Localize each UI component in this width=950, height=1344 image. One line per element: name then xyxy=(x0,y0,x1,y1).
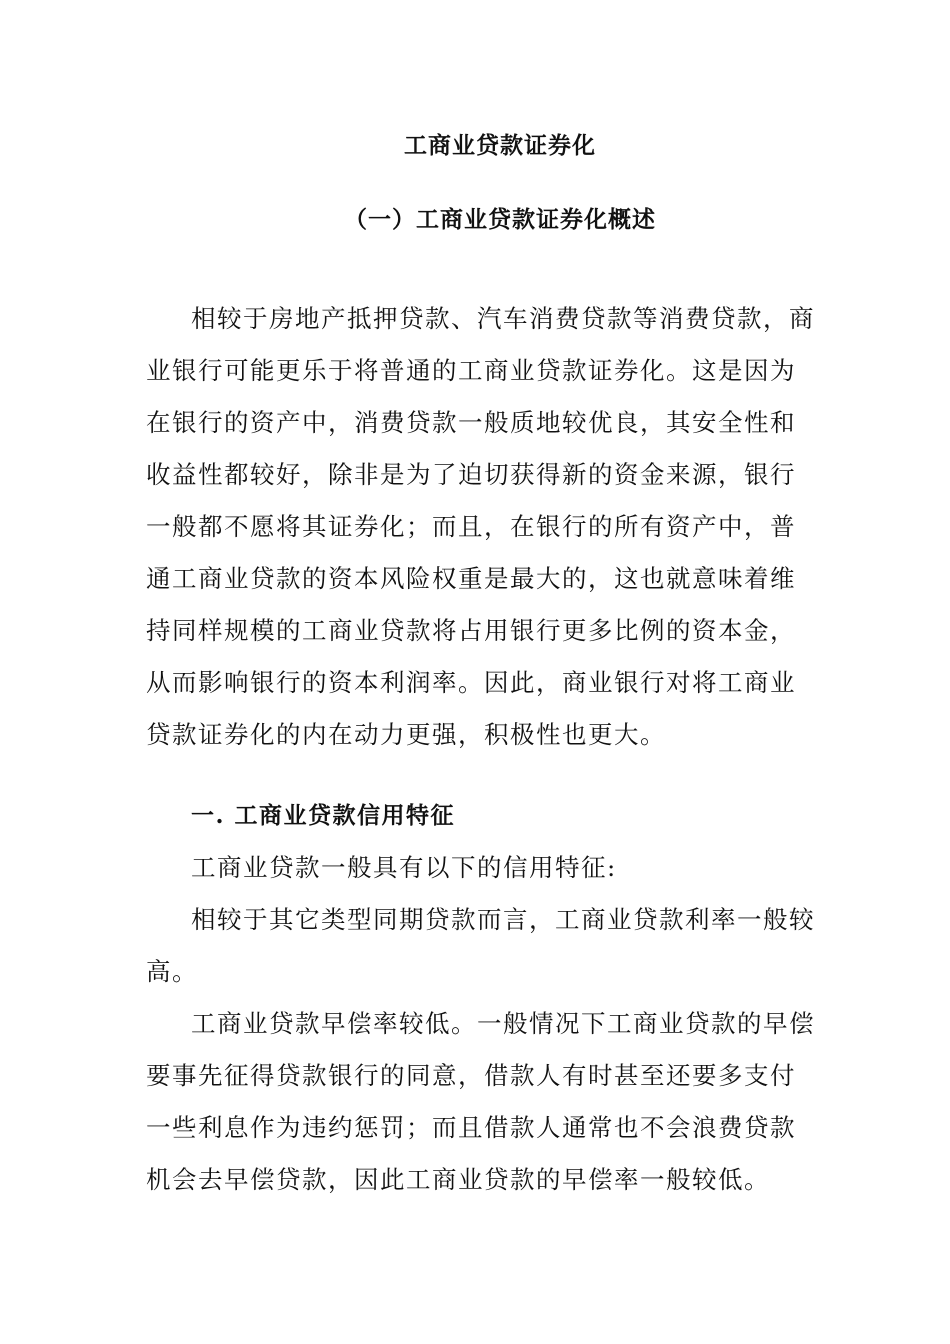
document-title: 工商业贷款证券化 xyxy=(404,132,596,159)
paragraph-line: 从而影响银行的资本利润率。因此，商业银行对将工商业 xyxy=(146,668,796,697)
feature-prepayment-line: 一些利息作为违约惩罚；而且借款人通常也不会浪费贷款 xyxy=(146,1113,796,1142)
paragraph-line: 持同样规模的工商业贷款将占用银行更多比例的资本金， xyxy=(146,616,796,645)
feature-interest-line: 高。 xyxy=(146,957,198,986)
paragraph-line: 贷款证券化的内在动力更强，积极性也更大。 xyxy=(146,720,666,749)
feature-prepayment-line: 要事先征得贷款银行的同意，借款人有时甚至还要多支付 xyxy=(146,1061,796,1090)
paragraph-line: 收益性都较好，除非是为了迫切获得新的资金来源，银行 xyxy=(146,460,796,489)
paragraph-line: 一般都不愿将其证券化；而且，在银行的所有资产中，普 xyxy=(146,512,796,541)
feature-prepayment-line: 机会去早偿贷款，因此工商业贷款的早偿率一般较低。 xyxy=(146,1165,770,1194)
paragraph-line: 通工商业贷款的资本风险权重是最大的，这也就意味着维 xyxy=(146,564,796,593)
section-heading: 一. 工商业贷款信用特征 xyxy=(191,802,456,829)
feature-prepayment-line: 工商业贷款早偿率较低。一般情况下工商业贷款的早偿 xyxy=(191,1009,815,1038)
overview-paragraph xyxy=(146,293,815,761)
document-subtitle: （一）工商业贷款证券化概述 xyxy=(344,206,656,233)
credit-features-section xyxy=(146,790,815,1206)
paragraph-line: 相较于房地产抵押贷款、汽车消费贷款等消费贷款，商 xyxy=(191,304,815,333)
section-intro: 工商业贷款一般具有以下的信用特征: xyxy=(191,853,617,882)
feature-interest-line: 相较于其它类型同期贷款而言，工商业贷款利率一般较 xyxy=(191,905,815,934)
paragraph-line: 在银行的资产中，消费贷款一般质地较优良，其安全性和 xyxy=(146,408,796,437)
paragraph-line: 业银行可能更乐于将普通的工商业贷款证券化。这是因为 xyxy=(146,356,796,385)
